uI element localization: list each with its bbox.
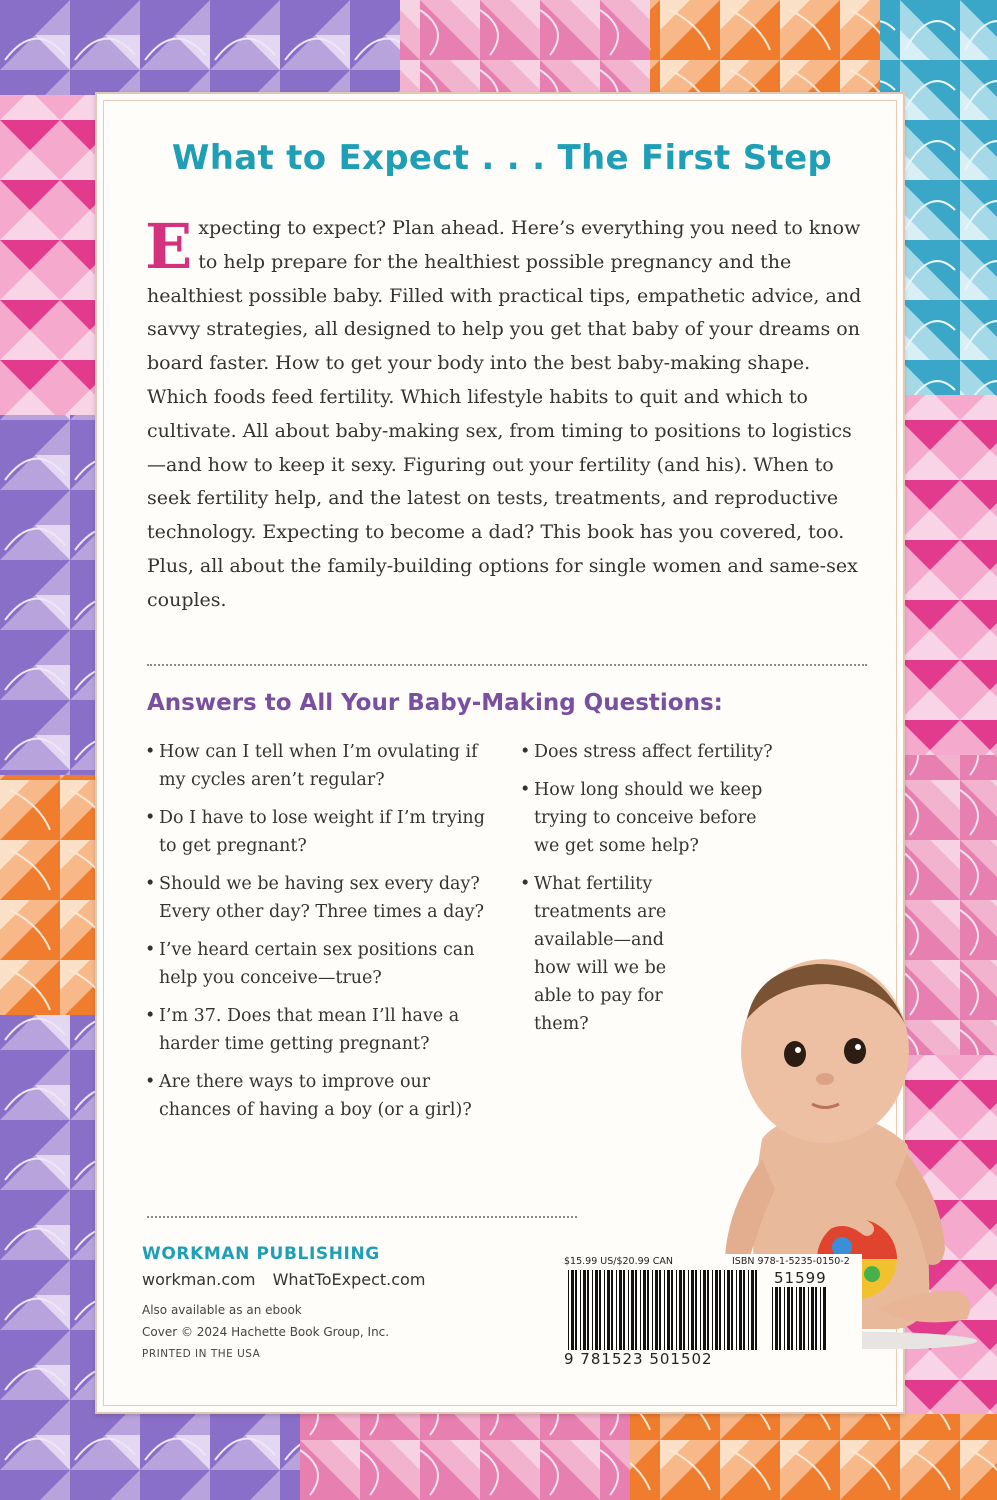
barcode-bar — [823, 1287, 826, 1350]
printed-line: PRINTED IN THE USA — [142, 1348, 261, 1360]
barcode-bar — [799, 1287, 802, 1350]
barcode-bar — [724, 1270, 725, 1350]
barcode-bar — [623, 1270, 625, 1350]
barcode-bar — [791, 1287, 793, 1350]
barcode-bar — [671, 1270, 673, 1350]
publisher-info — [142, 1244, 437, 1365]
barcode-bar — [599, 1270, 601, 1350]
barcode-bar — [803, 1287, 805, 1350]
dotted-divider-top — [147, 664, 867, 666]
barcode-bar — [652, 1270, 653, 1350]
barcode-bar — [659, 1270, 661, 1350]
workman-link[interactable]: workman.com — [142, 1270, 256, 1289]
barcode-digits: 9 781523 501502 — [564, 1350, 713, 1368]
barcode-bar — [568, 1270, 569, 1350]
barcode-bar — [664, 1270, 665, 1350]
barcode-bar — [592, 1270, 593, 1350]
barcode-bar — [611, 1270, 613, 1350]
whattoexpect-link[interactable]: WhatToExpect.com — [272, 1270, 426, 1289]
dotted-divider-bottom — [147, 1216, 577, 1218]
barcode-bar — [635, 1270, 637, 1350]
barcode-bar — [811, 1287, 814, 1350]
barcode-bar — [571, 1270, 574, 1350]
barcode-bar — [647, 1270, 649, 1350]
barcode-bar — [736, 1270, 737, 1350]
barcode-bar — [787, 1287, 790, 1350]
barcode-bar — [779, 1287, 781, 1350]
barcode-bar — [712, 1270, 713, 1350]
cover-title: What to Expect . . . The First Step — [171, 138, 833, 178]
barcode-bar — [739, 1270, 742, 1350]
barcode-bar — [751, 1270, 754, 1350]
barcode-bar — [595, 1270, 598, 1350]
barcode-bar — [743, 1270, 745, 1350]
barcode-bar — [643, 1270, 646, 1350]
copyright-line: Cover © 2024 Hachette Book Group, Inc. — [142, 1325, 390, 1339]
barcode-bar — [616, 1270, 617, 1350]
barcode-bar — [587, 1270, 589, 1350]
list-item: • I’m 37. Does that mean I’ll have a harder time getting pregnant? — [145, 1002, 485, 1058]
list-item: • Does stress affect fertility? — [520, 738, 860, 766]
barcode-bar — [755, 1270, 757, 1350]
isbn-label: ISBN 978-1-5235-0150-2 — [732, 1256, 850, 1267]
drop-cap: E — [145, 210, 193, 283]
list-item: • I’ve heard certain sex positions can help you conceive—true? — [145, 936, 485, 992]
barcode-bar — [815, 1287, 817, 1350]
barcode-bar — [820, 1287, 821, 1350]
barcode-bar — [679, 1270, 682, 1350]
barcode-bar — [583, 1270, 586, 1350]
barcode-bar — [607, 1270, 610, 1350]
barcode-bar — [676, 1270, 677, 1350]
barcode-bar — [775, 1287, 778, 1350]
list-item: • How long should we keep trying to conceive before we get some help? — [520, 776, 764, 860]
barcode-bar — [796, 1287, 797, 1350]
barcode-bar — [580, 1270, 581, 1350]
barcode-bar — [604, 1270, 605, 1350]
barcode-bar — [707, 1270, 709, 1350]
barcode-bar — [772, 1287, 773, 1350]
barcode-bar — [640, 1270, 641, 1350]
barcode-bar — [748, 1270, 749, 1350]
ebook-note: Also available as an ebook — [142, 1303, 302, 1317]
barcode-bar — [667, 1270, 670, 1350]
back-cover-panel — [95, 92, 905, 1414]
barcode-bar — [719, 1270, 721, 1350]
list-item: • How can I tell when I’m ovulating if my cycles aren’t regular? — [145, 738, 485, 794]
intro-text: xpecting to expect? Plan ahead. Here’s everything you need to know to help prepare for the healthiest possible pregnancy and the healthiest possible baby. Filled with practical tips, empathetic advice, and savvy strategies, all designed to help you get that baby of your dreams on board faster. How to get your body into the best baby-making shape. Which foods feed fertility. Which lifestyle habits to quit and which to cultivate. All about baby-making sex, from timing to positions to logistics—and how to keep it sexy. Figuring out your fertility (and his). When to seek fertility help, and the latest on tests, treatments, and reproductive technology. Expecting to become a dad? This book has you covered, too. Plus, all about the family-building options for single women and same-sex couples. — [147, 217, 862, 611]
publisher-sites — [142, 1270, 437, 1289]
list-item: • Should we be having sex every day? Every other day? Three times a day? — [145, 870, 485, 926]
isbn-barcode — [562, 1254, 862, 1369]
addon-digits: 51599 — [774, 1269, 827, 1287]
barcode-bar — [784, 1287, 785, 1350]
list-item: • Do I have to lose weight if I’m trying to get pregnant? — [145, 804, 485, 860]
barcode-bar — [703, 1270, 706, 1350]
list-item: • Are there ways to improve our chances of having a boy (or a girl)? — [145, 1068, 485, 1124]
barcode-bar — [715, 1270, 718, 1350]
barcode-bar — [575, 1270, 577, 1350]
questions-list-left — [145, 738, 485, 1134]
barcode-bar — [655, 1270, 658, 1350]
barcode-bar — [628, 1270, 629, 1350]
barcode-bar — [731, 1270, 733, 1350]
barcode-bar — [683, 1270, 685, 1350]
questions-heading: Answers to All Your Baby-Making Questions: — [147, 690, 723, 716]
barcode-bar — [700, 1270, 701, 1350]
publisher-name: WORKMAN PUBLISHING — [142, 1244, 380, 1264]
barcode-bar — [691, 1270, 694, 1350]
intro-paragraph — [147, 212, 867, 618]
barcode-bar — [631, 1270, 634, 1350]
barcode-bar — [619, 1270, 622, 1350]
barcode-bar — [695, 1270, 697, 1350]
barcode-bar — [688, 1270, 689, 1350]
barcode-bar — [808, 1287, 809, 1350]
list-item: • What fertility treatments are available—and how will we be able to pay for them? — [520, 870, 704, 1038]
barcode-bar — [727, 1270, 730, 1350]
price-label: $15.99 US/$20.99 CAN — [564, 1256, 673, 1267]
